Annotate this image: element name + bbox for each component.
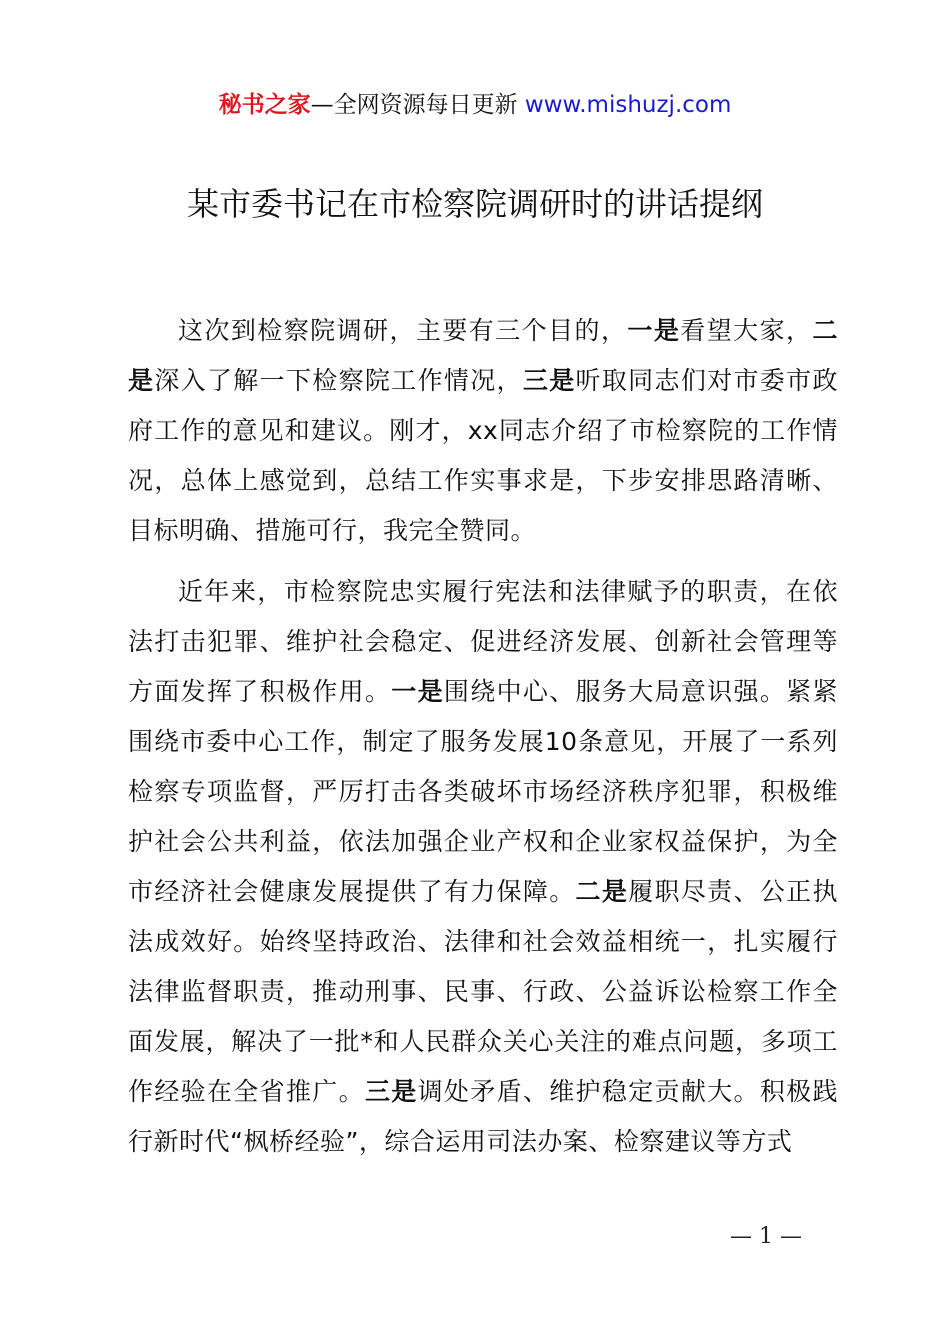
paragraph-text: 看望大家， xyxy=(680,316,813,345)
header-tagline: —全网资源每日更新 xyxy=(310,92,525,118)
paragraph-text: 这次到检察院调研，主要有三个目的， xyxy=(178,316,628,345)
document-title: 某市委书记在市检察院调研时的讲话提纲 xyxy=(186,185,763,223)
emphasis-text: 三是 xyxy=(364,1077,418,1106)
paragraph-text: 近年来，市检察院忠实履行宪法和法律赋予的职责，在依法打击犯罪、维护社会稳定、促进经济发展、创新社会管理等方面发挥了积极作用。 xyxy=(128,577,838,706)
emphasis-text: 二是 xyxy=(575,877,629,906)
body-paragraph xyxy=(128,567,838,1167)
page-number: — 1 — xyxy=(730,1224,802,1249)
paragraph-text: 调处矛盾、维护稳定贡献大。积极践行新时代“枫桥经验”，综合运用司法办案、检察建议等方式 xyxy=(128,1077,838,1156)
paragraph-text: 听取同志们对市委市政府工作的意见和建议。刚才，xx同志介绍了市检察院的工作情况，总体上感觉到，总结工作实事求是，下步安排思路清晰、目标明确、措施可行，我完全赞同。 xyxy=(128,366,838,545)
emphasis-text: 一是 xyxy=(627,316,681,345)
body-paragraph xyxy=(128,306,838,556)
paragraph-text: 深入了解一下检察院工作情况， xyxy=(154,366,523,395)
brand-name: 秘书之家 xyxy=(218,92,311,118)
emphasis-text: 二是 xyxy=(128,316,838,395)
emphasis-text: 一是 xyxy=(391,677,444,706)
paragraph-text: 围绕中心、服务大局意识强。紧紧围绕市委中心工作，制定了服务发展10条意见，开展了一系列检察专项监督，严厉打击各类破坏市场经济秩序犯罪，积极维护社会公共利益，依法加强企业产权和企业家权益保护，为全市经济社会健康发展提供了有力保障。 xyxy=(128,677,838,906)
emphasis-text: 三是 xyxy=(522,366,576,395)
site-header xyxy=(0,90,950,120)
header-url[interactable]: www.mishuzj.com xyxy=(524,92,732,118)
paragraph-text: 履职尽责、公正执法成效好。始终坚持政治、法律和社会效益相统一，扎实履行法律监督职责，推动刑事、民事、行政、公益诉讼检察工作全面发展，解决了一批*和人民群众关心关注的难点问题，多项工作经验在全省推广。 xyxy=(128,877,838,1106)
document-body xyxy=(128,306,838,1167)
